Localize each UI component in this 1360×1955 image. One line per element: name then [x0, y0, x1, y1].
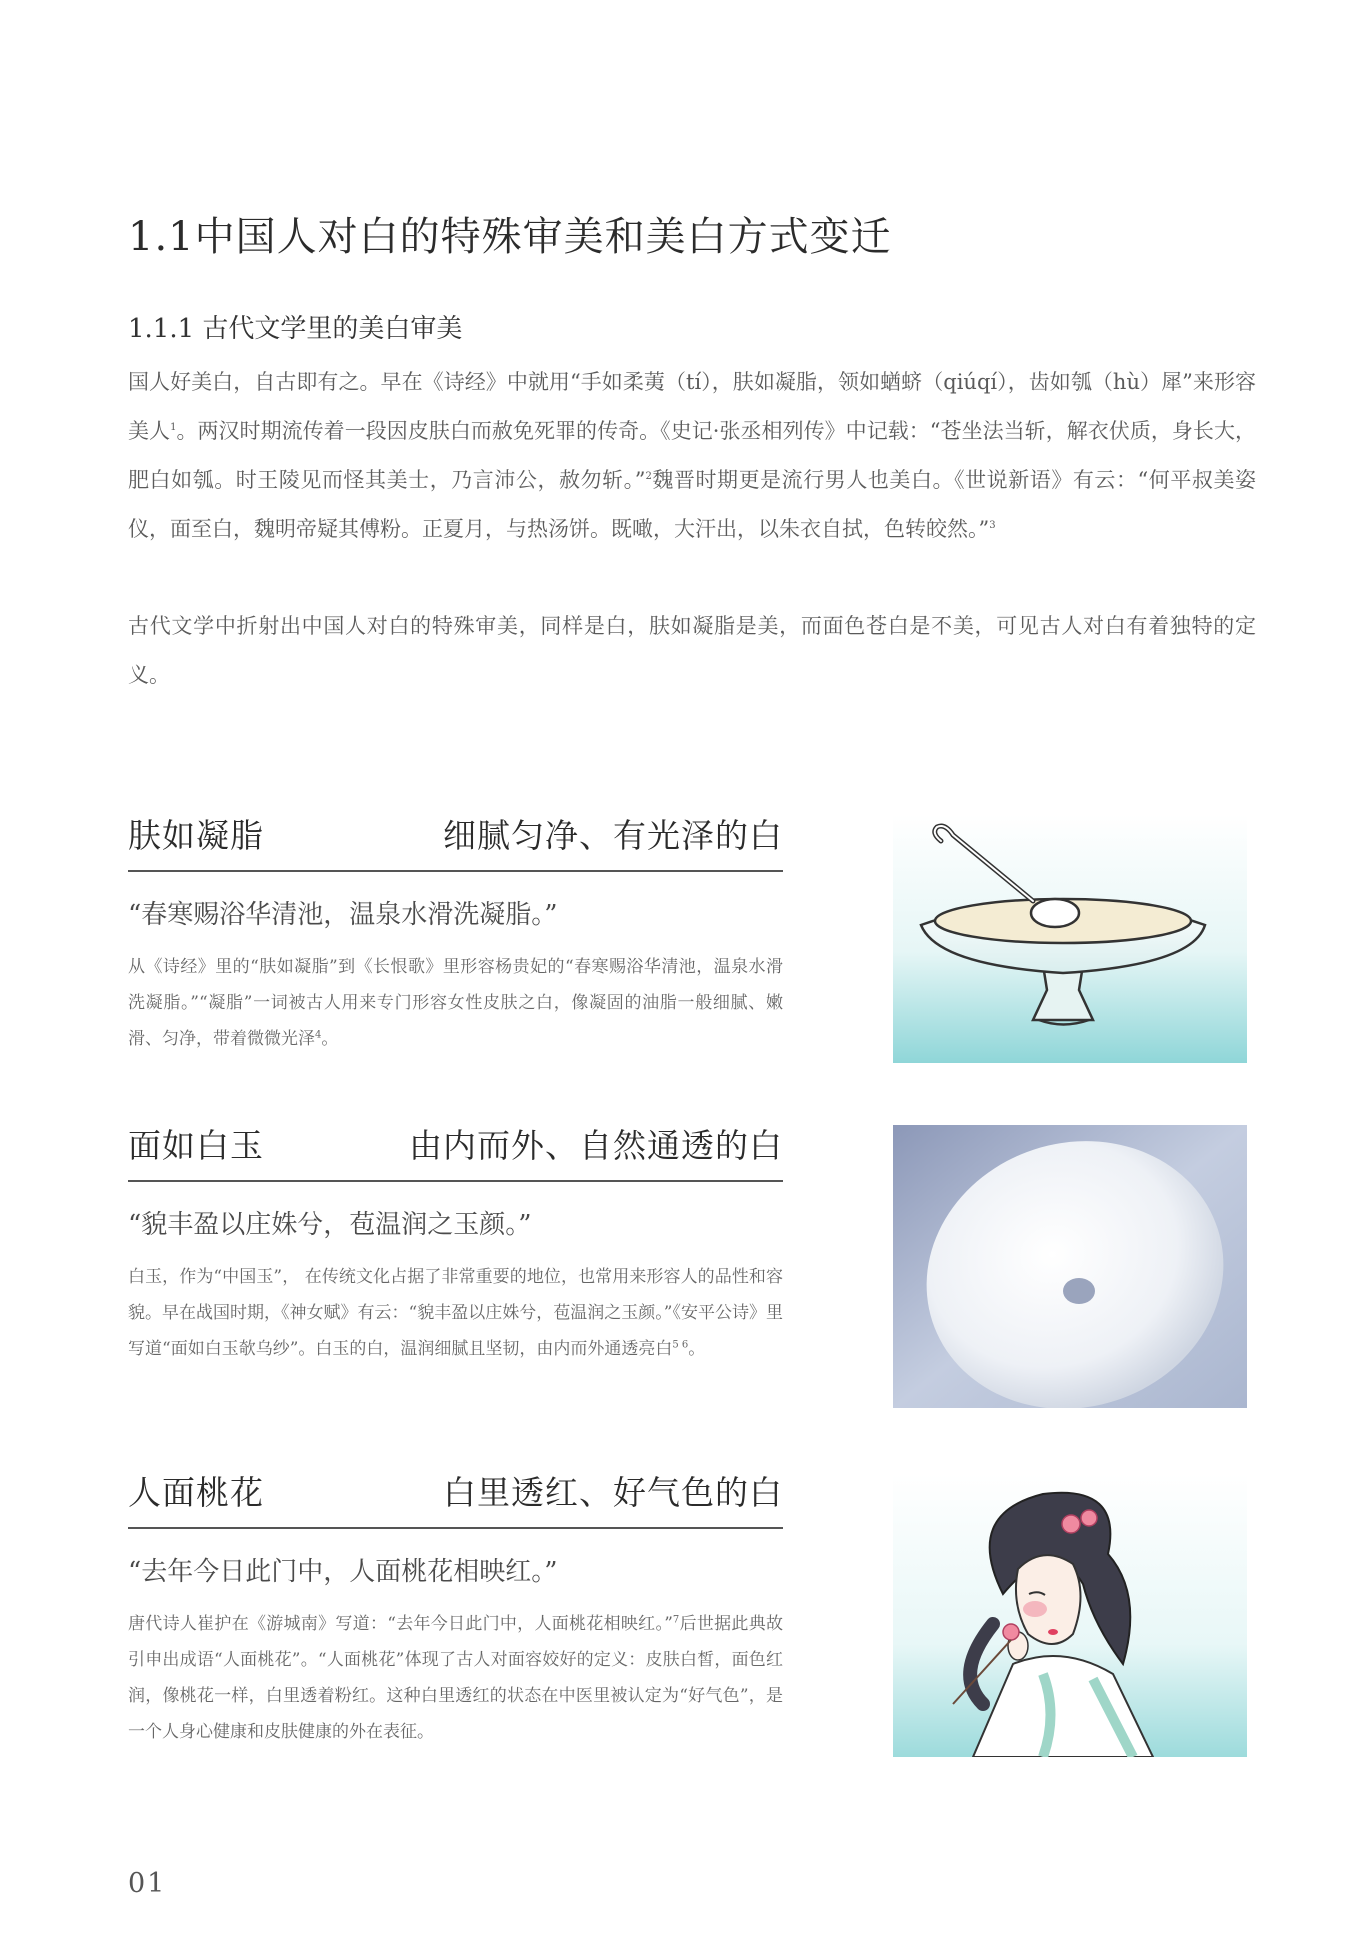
section-body-tail: 。: [321, 1029, 339, 1049]
section-divider: [128, 870, 783, 872]
section-name: 面如白玉: [128, 1126, 264, 1165]
section-name: 人面桃花: [128, 1473, 264, 1512]
section-description: 细腻匀净、有光泽的白: [443, 816, 783, 855]
section-divider: [128, 1527, 783, 1529]
section-ren-mian-tao-hua: [128, 1467, 783, 1750]
intro-paragraph-2: 古代文学中折射出中国人对白的特殊审美，同样是白，肤如凝脂是美，而面色苍白是不美，可见古人对白有着独特的定义。: [128, 614, 1256, 687]
section-subtitle: 1.1.1 古代文学里的美白审美: [128, 314, 463, 344]
section-body-text: 从《诗经》里的“肤如凝脂”到《长恨歌》里形容杨贵妃的“春寒赐浴华清池，温泉水滑洗凝脂。”“凝脂”一词被古人用来专门形容女性皮肤之白，像凝固的油脂一般细腻、嫩滑、匀净，带着微微光泽: [128, 957, 783, 1049]
section-body-tail: 后世据此典故引申出成语“人面桃花”。“人面桃花”体现了古人对面容姣好的定义：皮肤白皙，面色红润，像桃花一样，白里透着粉红。这种白里透红的状态在中医里被认定为“好气色”，是一个人身心健康和皮肤健康的外在表征。: [128, 1614, 783, 1742]
intro-text-b: 。两汉时期流传着一段因皮肤白而赦免死罪的传奇。《史记·张丞相列传》中记载：“苍坐法当斩，解衣伏质，身长大，肥白如瓠。时王陵见而怪其美士，乃言沛公，赦勿斩。”: [128, 419, 1256, 492]
footnote-ref: 5 6: [672, 1339, 689, 1351]
intro-text-a: 国人好美白，自古即有之。早在《诗经》中就用“手如柔荑（tí），肤如凝脂，领如蝤蛴（qiúqí），齿如瓠（hù）犀”来形容美人: [128, 370, 1256, 443]
page-number: 01: [128, 1868, 167, 1899]
footnote-ref: 2: [645, 471, 652, 482]
footnote-ref: 3: [989, 520, 996, 531]
section-divider: [128, 1180, 783, 1182]
section-description: 白里透红、好气色的白: [443, 1473, 783, 1512]
porcelain-bowl-illustration: [893, 815, 1247, 1063]
intro-text-c: 魏晋时期更是流行男人也美白。《世说新语》有云：“何平叔美姿仪，面至白，魏明帝疑其傅粉。正夏月，与热汤饼。既噉，大汗出，以朱衣自拭，色转皎然。”: [128, 468, 1256, 541]
footnote-ref: 1: [170, 422, 177, 433]
section-quote: “貌丰盈以庄姝兮，苞温润之玉颜。”: [128, 1210, 532, 1240]
section-mian-ru-bai-yu: [128, 1120, 783, 1367]
section-fu-ru-ning-zhi: [128, 810, 783, 1057]
section-header: [128, 810, 783, 870]
intro-paragraph-1: [128, 358, 1256, 554]
section-body-text: 白玉，作为“中国玉”， 在传统文化占据了非常重要的地位，也常用来形容人的品性和容貌。早在战国时期，《神女赋》有云：“貌丰盈以庄姝兮，苞温润之玉颜。”《安平公诗》里写道“面如白玉欹乌纱”。白玉的白，温润细腻且坚韧，由内而外通透亮白: [128, 1267, 783, 1359]
section-quote: “去年今日此门中，人面桃花相映红。”: [128, 1557, 558, 1587]
section-body: [128, 1259, 783, 1367]
section-description: 由内而外、自然通透的白: [409, 1126, 783, 1165]
white-jade-disc: [893, 1125, 1247, 1408]
footnote-ref: 7: [672, 1614, 680, 1626]
section-body-text: 唐代诗人崔护在《游城南》写道：“去年今日此门中，人面桃花相映红。”: [128, 1614, 673, 1634]
section-body: [128, 1606, 783, 1750]
section-body-tail: 。: [688, 1339, 706, 1359]
page-title: 1.1中国人对白的特殊审美和美白方式变迁: [128, 214, 892, 260]
section-header: [128, 1120, 783, 1180]
section-name: 肤如凝脂: [128, 816, 264, 855]
lady-with-peach-blossom-illustration: [893, 1474, 1247, 1757]
section-header: [128, 1467, 783, 1527]
section-body: [128, 949, 783, 1057]
section-quote: “春寒赐浴华清池，温泉水滑洗凝脂。”: [128, 900, 558, 930]
intro-text: [128, 358, 1256, 700]
footnote-ref: 4: [315, 1029, 322, 1041]
